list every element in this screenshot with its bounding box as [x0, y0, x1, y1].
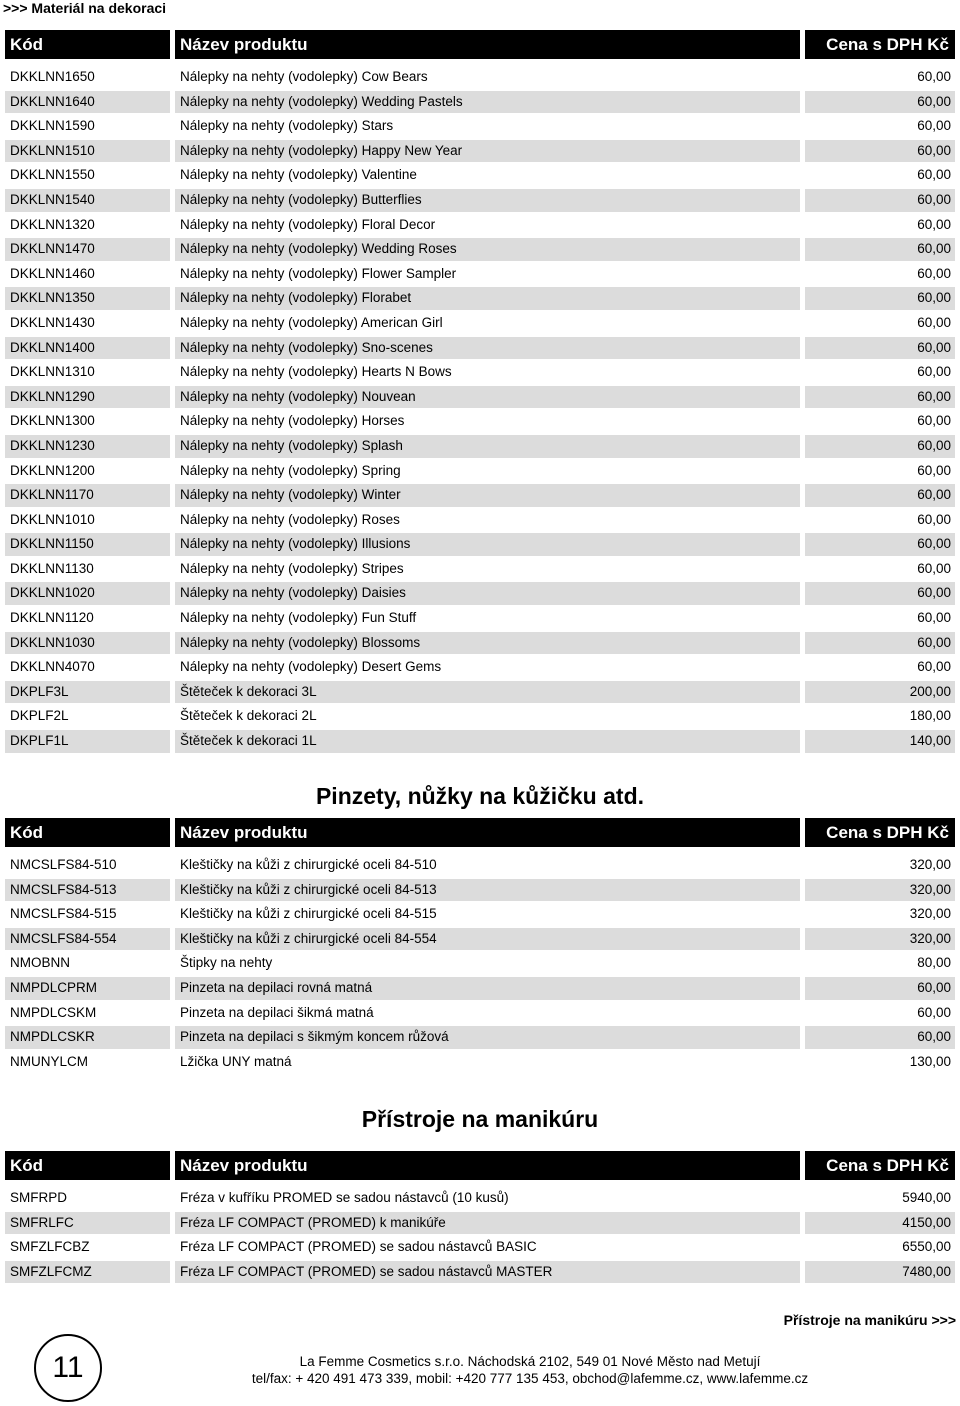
price-cell: 6550,00 — [902, 1239, 951, 1255]
name-cell: Nálepky na nehty (vodolepky) Daisies — [175, 582, 800, 605]
table-row — [5, 434, 955, 459]
name-cell: Nálepky na nehty (vodolepky) Nouvean — [175, 386, 800, 409]
name-cell: Nálepky na nehty (vodolepky) Cow Bears — [180, 69, 428, 84]
code-cell: SMFRLFC — [5, 1212, 170, 1235]
price-cell: 60,00 — [805, 977, 955, 1000]
table-row — [5, 1260, 955, 1285]
name-cell: Štipky na nehty — [180, 955, 273, 971]
table-row — [5, 483, 955, 508]
code-cell: DKPLF3L — [5, 681, 170, 704]
code-cell: DKKLNN1650 — [10, 69, 95, 84]
code-cell: DKKLNN1460 — [10, 265, 95, 281]
table-row — [5, 1186, 955, 1211]
header-name: Název produktu — [175, 818, 800, 847]
table-row — [5, 360, 955, 385]
name-cell: Kleštičky na kůži z chirurgické oceli 84-515 — [180, 906, 437, 922]
table-row — [5, 385, 955, 410]
table-row — [5, 65, 955, 90]
price-cell: 60,00 — [805, 386, 955, 409]
table-row — [5, 557, 955, 582]
price-cell: 80,00 — [917, 955, 951, 971]
header-price: Cena s DPH Kč — [805, 30, 955, 59]
name-cell: Nálepky na nehty (vodolepky) Blossoms — [175, 632, 800, 655]
name-cell: Nálepky na nehty (vodolepky) Hearts N Bows — [180, 364, 452, 380]
table-row — [5, 1001, 955, 1026]
name-cell: Nálepky na nehty (vodolepky) Happy New Year — [175, 140, 800, 163]
price-cell: 60,00 — [917, 511, 951, 527]
table-row — [5, 508, 955, 533]
price-cell: 60,00 — [917, 314, 951, 330]
code-cell: SMFRPD — [10, 1190, 67, 1205]
name-cell: Nálepky na nehty (vodolepky) Horses — [180, 413, 405, 429]
table-row — [5, 163, 955, 188]
code-cell: DKKLNN1200 — [10, 462, 95, 478]
code-cell: SMFZLFCBZ — [10, 1239, 90, 1255]
table-row — [5, 976, 955, 1001]
name-cell: Fréza LF COMPACT (PROMED) se sadou nástavců BASIC — [180, 1239, 537, 1255]
table-row — [5, 311, 955, 336]
name-cell: Nálepky na nehty (vodolepky) Roses — [180, 511, 400, 527]
code-cell: DKKLNN1400 — [5, 337, 170, 360]
table-row — [5, 951, 955, 976]
name-cell: Nálepky na nehty (vodolepky) Spring — [180, 462, 401, 478]
name-cell: Fréza v kufříku PROMED se sadou nástavců (10 kusů) — [180, 1190, 509, 1205]
name-cell: Kleštičky na kůži z chirurgické oceli 84-513 — [175, 879, 800, 902]
name-cell: Nálepky na nehty (vodolepky) Valentine — [180, 167, 417, 183]
name-cell: Pinzeta na depilaci šikmá matná — [180, 1004, 374, 1020]
name-cell: Nálepky na nehty (vodolepky) Florabet — [175, 287, 800, 310]
table-row — [5, 336, 955, 361]
table-row — [5, 532, 955, 557]
table-row — [5, 606, 955, 631]
price-cell: 320,00 — [805, 928, 955, 951]
name-cell: Štěteček k dekoraci 1L — [175, 730, 800, 753]
code-cell: DKPLF1L — [5, 730, 170, 753]
code-cell: DKKLNN1020 — [5, 582, 170, 605]
price-cell: 320,00 — [805, 879, 955, 902]
code-cell: DKKLNN1470 — [5, 238, 170, 261]
price-cell: 60,00 — [917, 265, 951, 281]
name-cell: Nálepky na nehty (vodolepky) Stripes — [180, 560, 404, 576]
product-table — [5, 818, 955, 1074]
table-row — [5, 286, 955, 311]
name-cell: Nálepky na nehty (vodolepky) Winter — [175, 484, 800, 507]
code-cell: DKKLNN1510 — [5, 140, 170, 163]
price-cell: 60,00 — [805, 484, 955, 507]
code-cell: NMCSLFS84-513 — [5, 879, 170, 902]
code-cell: DKKLNN1430 — [10, 314, 95, 330]
code-cell: DKKLNN1550 — [10, 167, 95, 183]
price-cell: 60,00 — [917, 610, 951, 626]
table-row — [5, 729, 955, 754]
name-cell: Fréza LF COMPACT (PROMED) k manikúře — [175, 1212, 800, 1235]
code-cell: NMOBNN — [10, 955, 70, 971]
price-cell: 60,00 — [805, 435, 955, 458]
name-cell: Štěteček k dekoraci 2L — [180, 708, 317, 724]
header-price: Cena s DPH Kč — [805, 818, 955, 847]
table-row — [5, 1025, 955, 1050]
price-cell: 60,00 — [805, 140, 955, 163]
table-row — [5, 188, 955, 213]
price-cell: 60,00 — [805, 189, 955, 212]
price-cell: 130,00 — [909, 1053, 951, 1069]
price-cell: 60,00 — [805, 533, 955, 556]
price-cell: 60,00 — [917, 560, 951, 576]
name-cell: Nálepky na nehty (vodolepky) Fun Stuff — [180, 610, 417, 626]
table-row — [5, 581, 955, 606]
price-cell: 60,00 — [917, 364, 951, 380]
price-cell: 200,00 — [805, 681, 955, 704]
code-cell: DKKLNN1150 — [5, 533, 170, 556]
price-cell: 4150,00 — [805, 1212, 955, 1235]
table-row — [5, 680, 955, 705]
name-cell: Nálepky na nehty (vodolepky) Flower Sampler — [180, 265, 457, 281]
price-cell: 60,00 — [917, 1004, 951, 1020]
code-cell: DKKLNN1120 — [10, 610, 94, 626]
next-page-link[interactable]: Přístroje na manikúru >>> — [783, 1312, 956, 1328]
table-row — [5, 213, 955, 238]
table-row — [5, 655, 955, 680]
table-header — [5, 818, 955, 847]
company-contact: tel/fax: + 420 491 473 339, mobil: +420 777 135 453, obchod@lafemme.cz, www.lafemme.cz — [251, 1371, 809, 1386]
code-cell: DKKLNN1170 — [5, 484, 170, 507]
code-cell: DKKLNN1300 — [10, 413, 95, 429]
section-title-tweezers: Pinzety, nůžky na kůžičku atd. — [315, 783, 645, 809]
code-cell: DKPLF2L — [10, 708, 69, 724]
code-cell: DKKLNN1030 — [5, 632, 170, 655]
table-row — [5, 902, 955, 927]
code-cell: NMPDLCSKM — [10, 1004, 97, 1020]
price-cell: 60,00 — [917, 118, 951, 134]
code-cell: DKKLNN1590 — [10, 118, 95, 134]
company-address: La Femme Cosmetics s.r.o. Náchodská 2102, 549 01 Nové Město nad Metují — [299, 1354, 761, 1369]
header-price: Cena s DPH Kč — [805, 1151, 955, 1180]
header-code: Kód — [5, 818, 170, 847]
price-cell: 140,00 — [805, 730, 955, 753]
company-info — [200, 1353, 860, 1387]
code-cell: DKKLNN1350 — [5, 287, 170, 310]
price-cell: 60,00 — [917, 167, 951, 183]
price-cell: 180,00 — [909, 708, 951, 724]
table-row — [5, 114, 955, 139]
code-cell: NMCSLFS84-510 — [10, 857, 117, 872]
code-cell: DKKLNN1230 — [5, 435, 170, 458]
name-cell: Lžička UNY matná — [180, 1053, 292, 1069]
name-cell: Nálepky na nehty (vodolepky) Stars — [180, 118, 394, 134]
price-cell: 60,00 — [917, 462, 951, 478]
price-cell: 7480,00 — [805, 1261, 955, 1284]
table-row — [5, 878, 955, 903]
price-cell: 60,00 — [805, 582, 955, 605]
code-cell: NMCSLFS84-554 — [5, 928, 170, 951]
code-cell: DKKLNN1540 — [5, 189, 170, 212]
top-section-label: >>> Materiál na dekoraci — [3, 0, 167, 16]
table-row — [5, 853, 955, 878]
table-row — [5, 1235, 955, 1260]
price-cell: 60,00 — [917, 413, 951, 429]
code-cell: NMUNYLCM — [10, 1053, 89, 1069]
product-table — [5, 1151, 955, 1284]
price-cell: 60,00 — [805, 632, 955, 655]
name-cell: Nálepky na nehty (vodolepky) Butterflies — [175, 189, 800, 212]
name-cell: Nálepky na nehty (vodolepky) Illusions — [175, 533, 800, 556]
table-row — [5, 1050, 955, 1075]
name-cell: Fréza LF COMPACT (PROMED) se sadou nástavců MASTER — [175, 1261, 800, 1284]
section-title-devices: Přístroje na manikúru — [361, 1106, 599, 1132]
name-cell: Štěteček k dekoraci 3L — [175, 681, 800, 704]
table-row — [5, 262, 955, 287]
name-cell: Nálepky na nehty (vodolepky) Wedding Pastels — [175, 91, 800, 114]
table-row — [5, 1211, 955, 1236]
price-cell: 60,00 — [805, 238, 955, 261]
table-row — [5, 90, 955, 115]
table-header — [5, 1151, 955, 1180]
table-row — [5, 139, 955, 164]
table-row — [5, 704, 955, 729]
table-row — [5, 631, 955, 656]
code-cell: DKKLNN1290 — [5, 386, 170, 409]
page-number: 11 — [34, 1334, 102, 1402]
name-cell: Nálepky na nehty (vodolepky) Sno-scenes — [175, 337, 800, 360]
code-cell: SMFZLFCMZ — [5, 1261, 170, 1284]
code-cell: DKKLNN1010 — [10, 511, 95, 527]
price-cell: 60,00 — [917, 216, 951, 232]
code-cell: DKKLNN1640 — [5, 91, 170, 114]
name-cell: Nálepky na nehty (vodolepky) Splash — [175, 435, 800, 458]
price-cell: 60,00 — [805, 91, 955, 114]
price-cell: 320,00 — [909, 906, 951, 922]
price-cell: 60,00 — [805, 337, 955, 360]
header-code: Kód — [5, 30, 170, 59]
code-cell: DKKLNN4070 — [10, 659, 95, 675]
product-table — [5, 30, 955, 754]
name-cell: Nálepky na nehty (vodolepky) American Girl — [180, 314, 443, 330]
name-cell: Kleštičky na kůži z chirurgické oceli 84-554 — [175, 928, 800, 951]
table-row — [5, 459, 955, 484]
code-cell: DKKLNN1130 — [10, 560, 94, 576]
code-cell: NMCSLFS84-515 — [10, 906, 117, 922]
price-cell: 60,00 — [917, 659, 951, 675]
code-cell: NMPDLCPRM — [5, 977, 170, 1000]
name-cell: Nálepky na nehty (vodolepky) Floral Decor — [180, 216, 436, 232]
price-cell: 320,00 — [909, 857, 951, 872]
price-cell: 60,00 — [917, 69, 951, 84]
table-row — [5, 927, 955, 952]
code-cell: NMPDLCSKR — [5, 1026, 170, 1049]
header-name: Název produktu — [175, 30, 800, 59]
price-cell: 5940,00 — [902, 1190, 951, 1205]
name-cell: Nálepky na nehty (vodolepky) Desert Gems — [180, 659, 442, 675]
header-code: Kód — [5, 1151, 170, 1180]
code-cell: DKKLNN1310 — [10, 364, 95, 380]
price-cell: 60,00 — [805, 1026, 955, 1049]
name-cell: Nálepky na nehty (vodolepky) Wedding Roses — [175, 238, 800, 261]
table-row — [5, 237, 955, 262]
table-row — [5, 409, 955, 434]
name-cell: Kleštičky na kůži z chirurgické oceli 84-510 — [180, 857, 437, 872]
price-cell: 60,00 — [805, 287, 955, 310]
code-cell: DKKLNN1320 — [10, 216, 95, 232]
name-cell: Pinzeta na depilaci rovná matná — [175, 977, 800, 1000]
table-header — [5, 30, 955, 59]
name-cell: Pinzeta na depilaci s šikmým koncem růžová — [175, 1026, 800, 1049]
header-name: Název produktu — [175, 1151, 800, 1180]
